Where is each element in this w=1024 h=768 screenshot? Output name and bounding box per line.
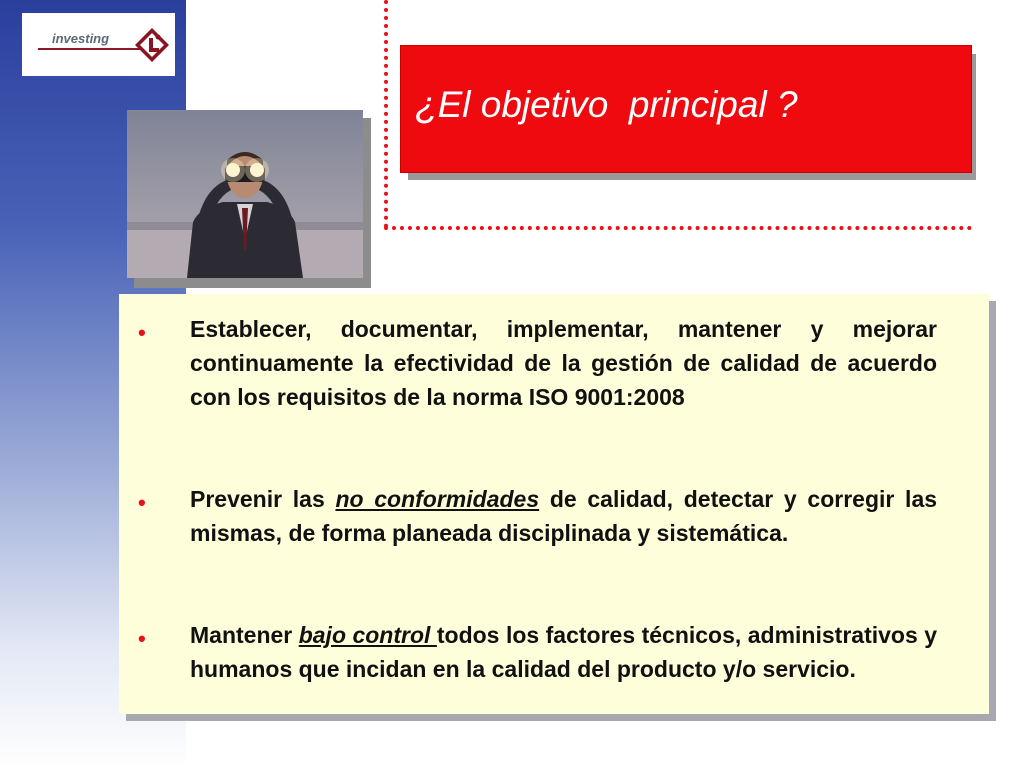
bullet-marker-2: • [138, 490, 146, 515]
bullet-3-text-before: Mantener [190, 622, 299, 648]
slide-title: ¿El objetivo principal ? [415, 84, 798, 125]
bullet-3-text-after: todos los factores técnicos, administrativos y humanos que incidan en la calidad del producto y/o servicio. [190, 622, 938, 682]
decorative-dotted-line-horizontal [384, 226, 972, 230]
bullet-3-emphasis: bajo control [298, 622, 437, 648]
logo-text: investing [52, 31, 110, 46]
logo-underline [38, 48, 146, 50]
bullet-2-text-before: Prevenir las [190, 486, 336, 512]
man-with-binoculars-photo-icon [127, 110, 363, 278]
bullet-item-1 [190, 312, 937, 414]
bullet-marker-1: • [138, 320, 146, 345]
bullet-marker-3: • [138, 626, 146, 651]
bullet-item-2 [190, 482, 937, 550]
decorative-dotted-line-vertical [384, 0, 388, 228]
title-banner [400, 45, 972, 173]
bullet-2-text-after: de calidad, detectar y corregir las mismas, de forma planeada disciplinada y sistemática. [190, 486, 938, 546]
bullet-item-3 [190, 618, 937, 686]
bullet-1-text: Establecer, documentar, implementar, mantener y mejorar continuamente la efectividad de la gestión de calidad de acuerdo con los requisitos de la norma ISO 9001:2008 [190, 316, 937, 410]
bullet-2-emphasis: no conformidades [335, 486, 540, 512]
investing-logo-mark-icon [134, 27, 170, 63]
company-logo [22, 13, 175, 76]
